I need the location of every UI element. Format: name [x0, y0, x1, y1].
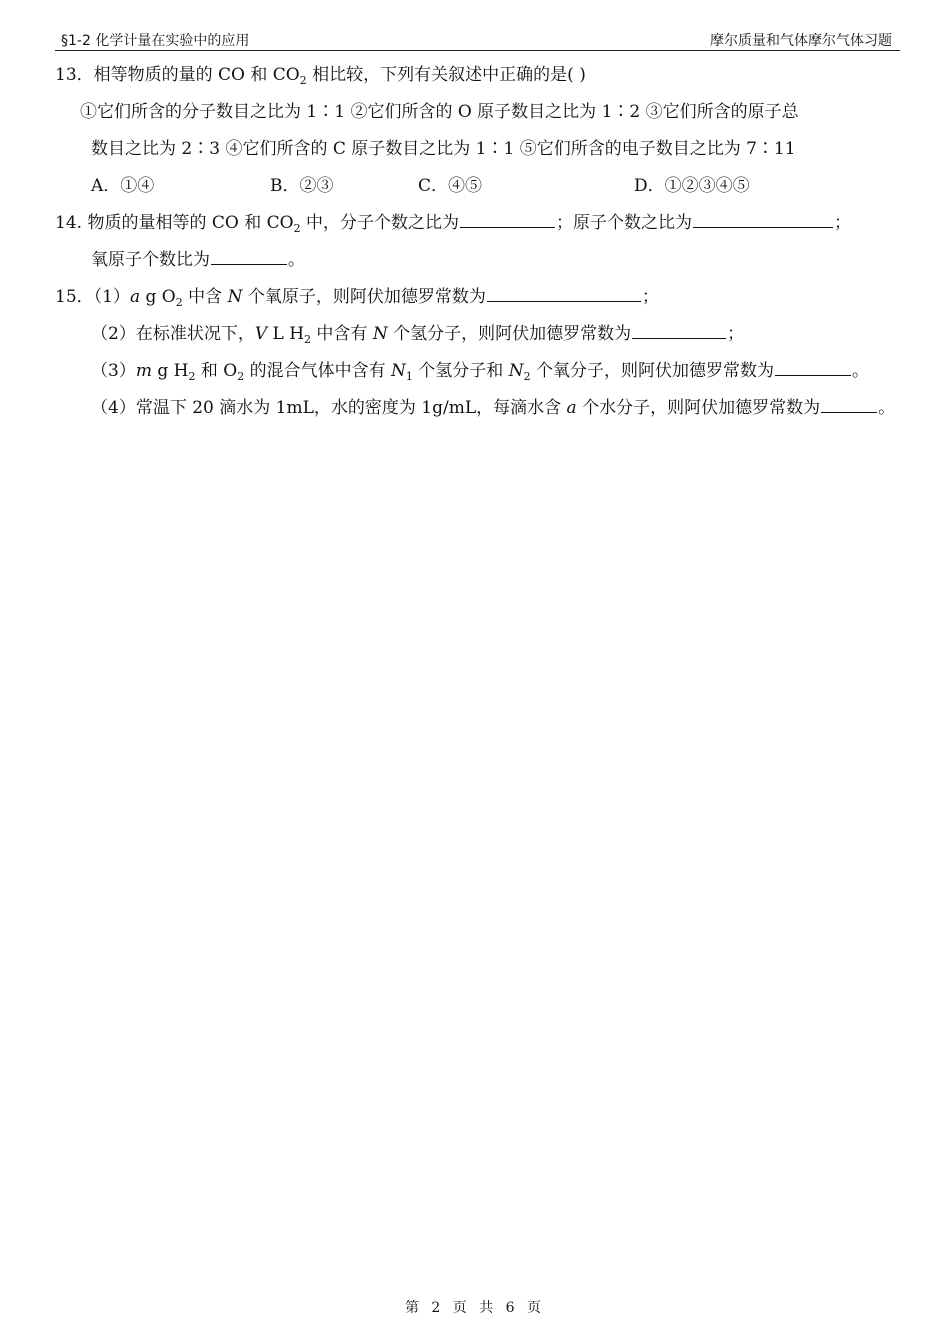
q13-option-d: D．①②③④⑤ — [634, 176, 750, 196]
q15-part1: 15．（1）a g $O_2$ 中含 N 个氧原子，则阿伏加德罗常数为 ； — [55, 287, 659, 309]
q15-part4: （4）常温下 20 滴水为 1mL，水的密度为 1g/mL，每滴水含 a 个水分子，则阿伏加德罗常数为 。 — [91, 398, 896, 418]
q14-number: 14. — [55, 213, 83, 233]
q13-number: 13． — [55, 65, 94, 85]
q13-option-b: B．②③ — [270, 176, 334, 196]
q13-statements-line1: ①它们所含的分子数目之比为 1∶1 ②它们所含的 O 原子数目之比为 1∶2 ③它们所含的原子总 — [80, 102, 799, 122]
header-chapter: §1-2 化学计量在实验中的应用 — [61, 33, 250, 49]
q14-stem: 14. 物质的量相等的 CO 和 $CO_2$ 中，分子个数之比为 ；原子个数之比为 ； — [55, 213, 851, 235]
q13-option-a: A．①④ — [91, 176, 155, 196]
q15-blank-4[interactable] — [821, 398, 877, 413]
q15-blank-3[interactable] — [775, 361, 851, 376]
q14-blank-atom-ratio[interactable] — [693, 213, 833, 228]
q15-part3: （3）m g $H_2$ 和 $O_2$ 的混合气体中含有 $N_1$ 个氢分子和 $N_2$ 个氧分子，则阿伏加德罗常数为 。 — [91, 361, 869, 383]
q14-line2: 氧原子个数比为 。 — [91, 250, 305, 270]
q13-statements-line2: 数目之比为 2∶3 ④它们所含的 C 原子数目之比为 1∶1 ⑤它们所含的电子数目之比为 7∶11 — [91, 139, 796, 159]
q15-blank-2[interactable] — [632, 324, 726, 339]
q13-stem: 13．相等物质的量的 CO 和 $CO_2$ 相比较，下列有关叙述中正确的是( ) — [55, 65, 586, 87]
page-footer: 第 2 页 共 6 页 — [404, 1300, 546, 1316]
q15-blank-1[interactable] — [487, 287, 641, 302]
header-topic: 摩尔质量和气体摩尔气体习题 — [710, 33, 892, 49]
q14-blank-molecule-ratio[interactable] — [460, 213, 555, 228]
q15-number: 15． — [55, 287, 94, 307]
q13-option-c: C．④⑤ — [418, 176, 483, 196]
q14-blank-oxygen-ratio[interactable] — [211, 250, 287, 265]
page-header — [55, 30, 900, 51]
q15-part2: （2）在标准状况下，V L $H_2$ 中含有 N 个氢分子，则阿伏加德罗常数为 ； — [91, 324, 745, 346]
